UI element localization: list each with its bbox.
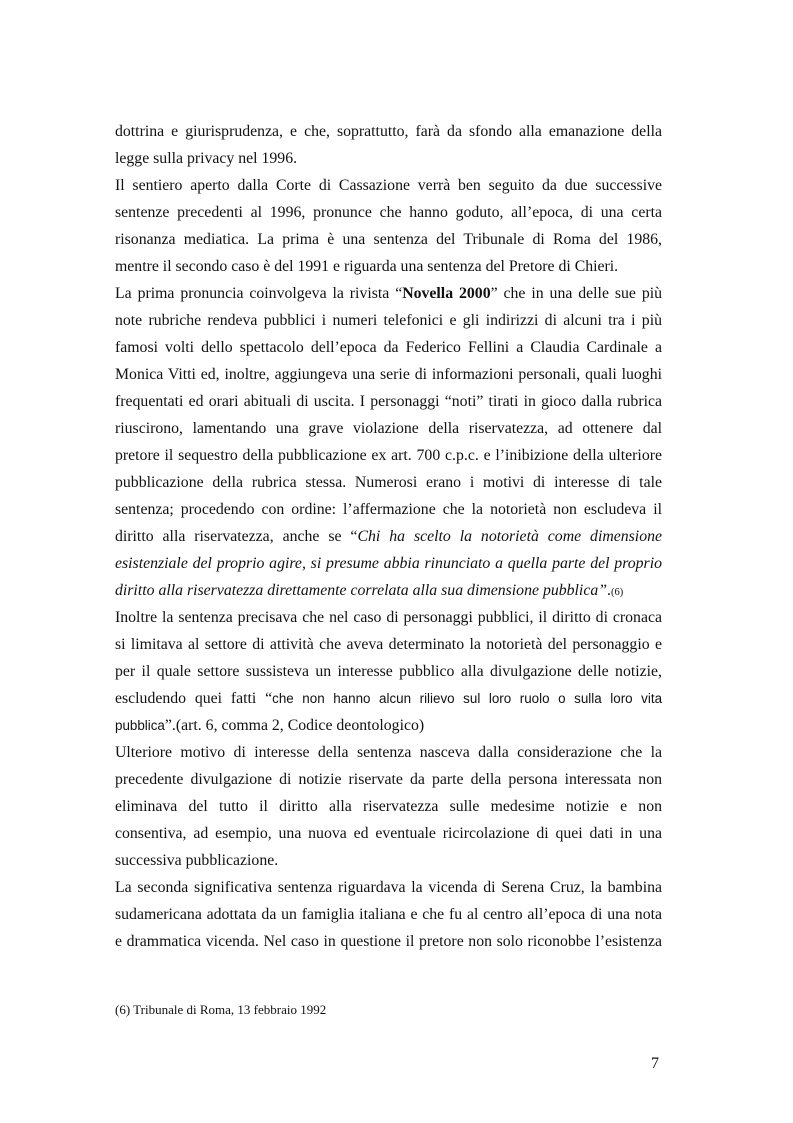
body-line <box>115 280 662 307</box>
body-line: successiva pubblicazione. <box>115 852 279 869</box>
body-line: pubblicazione della rubrica stessa. Numerosi erano i motivi di interesse di tale <box>115 474 662 491</box>
text-run: diritto alla riservatezza, anche se “ <box>115 528 358 545</box>
body-line: pretore il sequestro della pubblicazione ex art. 700 c.p.c. e l’inibizione della ulteriore <box>115 447 662 464</box>
footnote-reference: (6) <box>610 587 624 598</box>
body-line: Ulteriore motivo di interesse della sentenza nasceva dalla considerazione che la <box>115 744 662 761</box>
body-line: eliminava del tutto il diritto alla riservatezza sulle medesime notizie e non <box>115 798 662 815</box>
text-run: ”.(art. 6, comma 2, Codice deontologico) <box>164 717 425 734</box>
text-run: . <box>607 582 611 599</box>
body-line: per il quale settore sussisteva un interesse pubblico alla divulgazione delle notizie, <box>115 663 662 680</box>
body-line: famosi volti dello spettacolo dell’epoca da Federico Fellini a Claudia Cardinale a <box>115 339 662 356</box>
body-line: consentiva, ad esempio, una nuova ed eventuale ricircolazione di quei dati in una <box>115 825 662 842</box>
body-line <box>115 712 662 739</box>
body-line: si limitava al settore di attività che aveva determinato la notorietà del personaggio e <box>115 636 662 653</box>
body-line: precedente divulgazione di notizie riservate da parte della persona interessata non <box>115 771 662 788</box>
body-line: e drammatica vicenda. Nel caso in questione il pretore non solo riconobbe l’esistenza <box>115 933 662 950</box>
quote-italic: diritto alla riservatezza direttamente correlata alla sua dimensione pubblica” <box>115 582 608 599</box>
quote-italic: Chi ha scelto la notorietà come dimensione <box>357 528 662 545</box>
body-line: legge sulla privacy nel 1996. <box>115 150 298 167</box>
body-line: mentre il secondo caso è del 1991 e riguarda una sentenza del Pretore di Chieri. <box>115 258 619 275</box>
body-line: riuscirono, lamentando una grave violazione della riservatezza, ad ottenere dal <box>115 420 662 437</box>
magazine-name: Novella 2000 <box>402 285 491 302</box>
quote-sans: pubblica <box>115 718 165 733</box>
quote-sans: che non hanno alcun rilievo sul loro ruolo o sulla loro vita <box>272 691 663 706</box>
body-line <box>115 523 662 550</box>
page-number: 7 <box>651 1055 659 1072</box>
body-line: sudamericana adottata da un famiglia italiana e che fu al centro all’epoca di una nota <box>115 906 662 923</box>
body-line <box>115 685 662 712</box>
body-line <box>115 577 662 604</box>
body-line: Il sentiero aperto dalla Corte di Cassazione verrà ben seguito da due successive <box>115 177 662 194</box>
body-line: sentenze precedenti al 1996, pronunce che hanno goduto, all’epoca, di una certa <box>115 204 662 221</box>
body-line: risonanza mediatica. La prima è una sentenza del Tribunale di Roma del 1986, <box>115 231 662 248</box>
body-line: note rubriche rendeva pubblici i numeri telefonici e gli indirizzi di alcuni tra i più <box>115 312 662 329</box>
footnote: (6) Tribunale di Roma, 13 febbraio 1992 <box>115 1002 327 1017</box>
body-line: Inoltre la sentenza precisava che nel caso di personaggi pubblici, il diritto di cronaca <box>115 609 662 626</box>
text-run: La prima pronuncia coinvolgeva la rivista “ <box>115 285 403 302</box>
body-line: sentenza; procedendo con ordine: l’affermazione che la notorietà non escludeva il <box>115 501 662 518</box>
text-run: escludendo quei fatti “ <box>115 690 273 707</box>
text-run: ” che in una delle sue più <box>490 285 663 302</box>
quote-italic-line: esistenziale del proprio agire, si presume abbia rinunciato a quella parte del proprio <box>115 555 662 572</box>
body-line: frequentati ed orari abituali di uscita. I personaggi “noti” tirati in gioco dalla rubrica <box>115 393 662 410</box>
body-line: dottrina e giurisprudenza, e che, soprattutto, farà da sfondo alla emanazione della <box>115 123 662 140</box>
body-line: La seconda significativa sentenza riguardava la vicenda di Serena Cruz, la bambina <box>115 879 662 896</box>
body-line: Monica Vitti ed, inoltre, aggiungeva una serie di informazioni personali, quali luoghi <box>115 366 662 383</box>
